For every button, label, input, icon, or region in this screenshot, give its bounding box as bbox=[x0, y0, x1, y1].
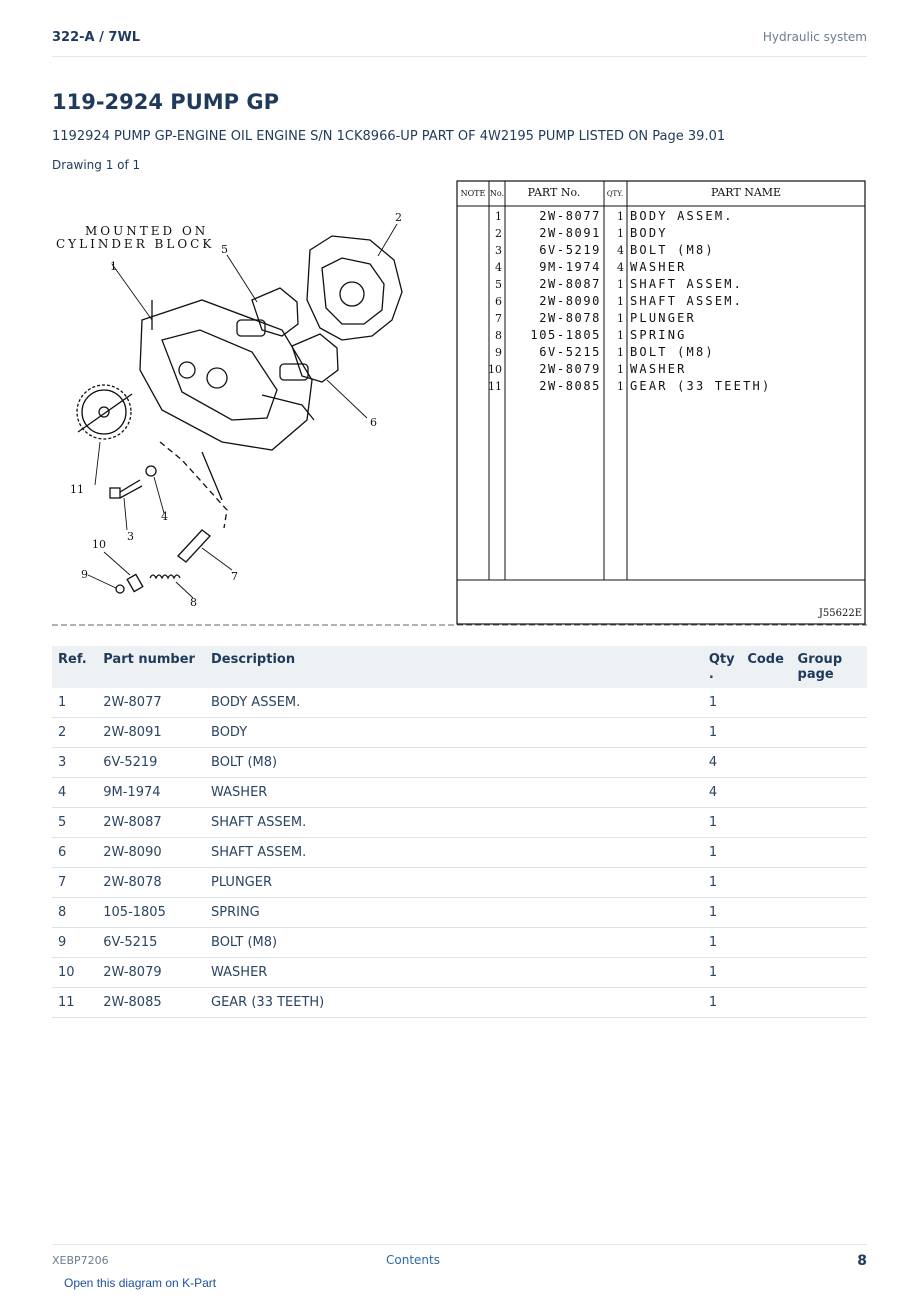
callout-2: 2 bbox=[395, 211, 402, 224]
pl-part-name: BODY ASSEM. bbox=[630, 209, 734, 223]
group-page-cell bbox=[792, 748, 867, 778]
pl-part-number: 2W-8077 bbox=[539, 209, 601, 223]
code-cell bbox=[741, 838, 791, 868]
code-cell bbox=[741, 718, 791, 748]
pl-no: 5 bbox=[495, 278, 502, 291]
code-cell bbox=[741, 748, 791, 778]
qty-cell: 1 bbox=[703, 808, 742, 838]
parts-table-body bbox=[52, 688, 867, 1018]
col-ref: Ref. bbox=[52, 646, 97, 688]
caption-line-1: MOUNTED ON bbox=[85, 224, 209, 238]
pl-qty: 1 bbox=[617, 210, 624, 223]
pl-part-number: 2W-8090 bbox=[539, 294, 601, 308]
pl-header-note: NOTE bbox=[460, 189, 486, 198]
drawing-ref-code: J55622E bbox=[818, 608, 862, 619]
pl-qty: 4 bbox=[617, 244, 624, 257]
group-page-cell bbox=[792, 718, 867, 748]
part-number-cell: 2W-8091 bbox=[97, 718, 205, 748]
pl-no: 1 bbox=[495, 210, 502, 223]
pl-part-name: BODY bbox=[630, 226, 668, 240]
callout-6: 6 bbox=[370, 416, 377, 429]
drawing-parts-list bbox=[457, 181, 865, 624]
page-subtitle: 1192924 PUMP GP-ENGINE OIL ENGINE S/N 1CK8966-UP PART OF 4W2195 PUMP LISTED ON Page 39.01 bbox=[52, 129, 726, 144]
qty-cell: 1 bbox=[703, 958, 742, 988]
table-row bbox=[52, 808, 867, 838]
pl-no: 2 bbox=[495, 227, 502, 240]
pl-part-number: 6V-5219 bbox=[539, 243, 601, 257]
caption-line-2: CYLINDER BLOCK bbox=[56, 237, 215, 251]
ref-cell: 1 bbox=[52, 688, 97, 718]
pl-qty: 1 bbox=[617, 278, 624, 291]
ref-cell: 9 bbox=[52, 928, 97, 958]
part-number-cell: 105-1805 bbox=[97, 898, 205, 928]
qty-cell: 1 bbox=[703, 838, 742, 868]
model-breadcrumb: 322-A / 7WL bbox=[52, 30, 141, 45]
diagram-canvas bbox=[52, 180, 867, 628]
ref-cell: 10 bbox=[52, 958, 97, 988]
pl-part-number: 2W-8087 bbox=[539, 277, 601, 291]
col-code: Code bbox=[741, 646, 791, 688]
code-cell bbox=[741, 958, 791, 988]
table-row bbox=[52, 748, 867, 778]
col-group-page: Group page bbox=[792, 646, 867, 688]
parts-table bbox=[52, 646, 867, 1018]
description-cell: WASHER bbox=[205, 958, 703, 988]
group-page-cell bbox=[792, 928, 867, 958]
pl-header-no: No. bbox=[489, 189, 505, 198]
table-row bbox=[52, 988, 867, 1018]
drawing-count: Drawing 1 of 1 bbox=[52, 158, 141, 172]
contents-link[interactable]: Contents bbox=[386, 1253, 440, 1267]
pl-header-partno: PART No. bbox=[527, 186, 581, 199]
document-id: XEBP7206 bbox=[52, 1254, 109, 1267]
group-page-cell bbox=[792, 778, 867, 808]
pl-part-name: PLUNGER bbox=[630, 311, 696, 325]
description-cell: BODY ASSEM. bbox=[205, 688, 703, 718]
code-cell bbox=[741, 688, 791, 718]
description-cell: BOLT (M8) bbox=[205, 748, 703, 778]
code-cell bbox=[741, 868, 791, 898]
code-cell bbox=[741, 808, 791, 838]
exploded-diagram[interactable] bbox=[52, 180, 867, 628]
callout-8: 8 bbox=[190, 596, 197, 609]
pl-qty: 4 bbox=[617, 261, 624, 274]
description-cell: SPRING bbox=[205, 898, 703, 928]
part-number-cell: 6V-5215 bbox=[97, 928, 205, 958]
group-page-cell bbox=[792, 868, 867, 898]
part-number-cell: 2W-8087 bbox=[97, 808, 205, 838]
part-number-cell: 2W-8090 bbox=[97, 838, 205, 868]
pl-qty: 1 bbox=[617, 363, 624, 376]
pl-qty: 1 bbox=[617, 329, 624, 342]
table-row bbox=[52, 868, 867, 898]
description-cell: BODY bbox=[205, 718, 703, 748]
pl-part-number: 6V-5215 bbox=[539, 345, 601, 359]
ref-cell: 7 bbox=[52, 868, 97, 898]
pump-illustration bbox=[56, 224, 402, 598]
qty-cell: 1 bbox=[703, 688, 742, 718]
group-page-cell bbox=[792, 688, 867, 718]
table-row bbox=[52, 958, 867, 988]
ref-cell: 4 bbox=[52, 778, 97, 808]
pl-qty: 1 bbox=[617, 312, 624, 325]
pl-part-name: BOLT (M8) bbox=[630, 243, 715, 257]
part-number-cell: 2W-8077 bbox=[97, 688, 205, 718]
col-part-number: Part number bbox=[97, 646, 205, 688]
pl-header-qty: QTY. bbox=[606, 190, 624, 198]
pl-no: 10 bbox=[488, 363, 502, 376]
part-number-cell: 2W-8085 bbox=[97, 988, 205, 1018]
ref-cell: 8 bbox=[52, 898, 97, 928]
code-cell bbox=[741, 778, 791, 808]
pl-no: 7 bbox=[495, 312, 502, 325]
part-number-cell: 9M-1974 bbox=[97, 778, 205, 808]
pl-no: 3 bbox=[495, 244, 502, 257]
callout-10: 10 bbox=[92, 538, 106, 551]
group-page-cell bbox=[792, 808, 867, 838]
table-row bbox=[52, 838, 867, 868]
description-cell: PLUNGER bbox=[205, 868, 703, 898]
pl-qty: 1 bbox=[617, 346, 624, 359]
group-page-cell bbox=[792, 958, 867, 988]
description-cell: SHAFT ASSEM. bbox=[205, 808, 703, 838]
ref-cell: 5 bbox=[52, 808, 97, 838]
ref-cell: 3 bbox=[52, 748, 97, 778]
group-page-cell bbox=[792, 988, 867, 1018]
page-footer bbox=[52, 1244, 867, 1275]
section-name: Hydraulic system bbox=[762, 30, 867, 44]
pl-qty: 1 bbox=[617, 295, 624, 308]
qty-cell: 4 bbox=[703, 778, 742, 808]
pl-no: 9 bbox=[495, 346, 502, 359]
col-qty: Qty . bbox=[703, 646, 742, 688]
pl-part-number: 2W-8091 bbox=[539, 226, 601, 240]
pl-part-name: GEAR (33 TEETH) bbox=[630, 379, 772, 393]
pl-qty: 1 bbox=[617, 227, 624, 240]
table-header-row bbox=[52, 646, 867, 688]
table-row bbox=[52, 778, 867, 808]
table-row bbox=[52, 718, 867, 748]
callout-11: 11 bbox=[70, 483, 84, 496]
qty-cell: 1 bbox=[703, 718, 742, 748]
part-number-cell: 2W-8079 bbox=[97, 958, 205, 988]
qty-cell: 1 bbox=[703, 928, 742, 958]
page-header bbox=[52, 28, 867, 57]
pl-part-name: SHAFT ASSEM. bbox=[630, 294, 744, 308]
pl-part-name: WASHER bbox=[630, 260, 687, 274]
pl-part-number: 2W-8078 bbox=[539, 311, 601, 325]
pl-part-name: WASHER bbox=[630, 362, 687, 376]
ref-cell: 11 bbox=[52, 988, 97, 1018]
table-row bbox=[52, 898, 867, 928]
pl-part-name: BOLT (M8) bbox=[630, 345, 715, 359]
description-cell: BOLT (M8) bbox=[205, 928, 703, 958]
pl-part-number: 105-1805 bbox=[530, 328, 601, 342]
page-title: 119-2924 PUMP GP bbox=[52, 90, 279, 114]
table-row bbox=[52, 928, 867, 958]
pl-part-number: 9M-1974 bbox=[539, 260, 601, 274]
group-page-cell bbox=[792, 898, 867, 928]
description-cell: GEAR (33 TEETH) bbox=[205, 988, 703, 1018]
callout-3: 3 bbox=[127, 530, 134, 543]
page-number: 8 bbox=[857, 1253, 867, 1269]
callout-7: 7 bbox=[231, 570, 238, 583]
callout-4: 4 bbox=[161, 510, 168, 523]
ref-cell: 6 bbox=[52, 838, 97, 868]
part-number-cell: 2W-8078 bbox=[97, 868, 205, 898]
part-number-cell: 6V-5219 bbox=[97, 748, 205, 778]
pl-no: 6 bbox=[495, 295, 502, 308]
pl-qty: 1 bbox=[617, 380, 624, 393]
pl-no: 11 bbox=[488, 380, 502, 393]
code-cell bbox=[741, 988, 791, 1018]
pl-rows bbox=[488, 209, 771, 393]
pl-part-name: SPRING bbox=[630, 328, 687, 342]
pl-no: 8 bbox=[495, 329, 502, 342]
pl-part-name: SHAFT ASSEM. bbox=[630, 277, 744, 291]
pl-header-name: PART NAME bbox=[710, 186, 782, 199]
col-description: Description bbox=[205, 646, 703, 688]
qty-cell: 1 bbox=[703, 988, 742, 1018]
code-cell bbox=[741, 898, 791, 928]
group-page-cell bbox=[792, 838, 867, 868]
pl-part-number: 2W-8079 bbox=[539, 362, 601, 376]
ref-cell: 2 bbox=[52, 718, 97, 748]
qty-cell: 1 bbox=[703, 898, 742, 928]
qty-cell: 1 bbox=[703, 868, 742, 898]
description-cell: SHAFT ASSEM. bbox=[205, 838, 703, 868]
callouts bbox=[70, 211, 402, 609]
callout-5: 5 bbox=[221, 243, 228, 256]
pl-no: 4 bbox=[495, 261, 502, 274]
open-diagram-kpart-link[interactable]: Open this diagram on K-Part bbox=[64, 1276, 217, 1290]
qty-cell: 4 bbox=[703, 748, 742, 778]
description-cell: WASHER bbox=[205, 778, 703, 808]
callout-9: 9 bbox=[81, 568, 88, 581]
table-row bbox=[52, 688, 867, 718]
code-cell bbox=[741, 928, 791, 958]
pl-part-number: 2W-8085 bbox=[539, 379, 601, 393]
callout-1: 1 bbox=[110, 260, 117, 273]
